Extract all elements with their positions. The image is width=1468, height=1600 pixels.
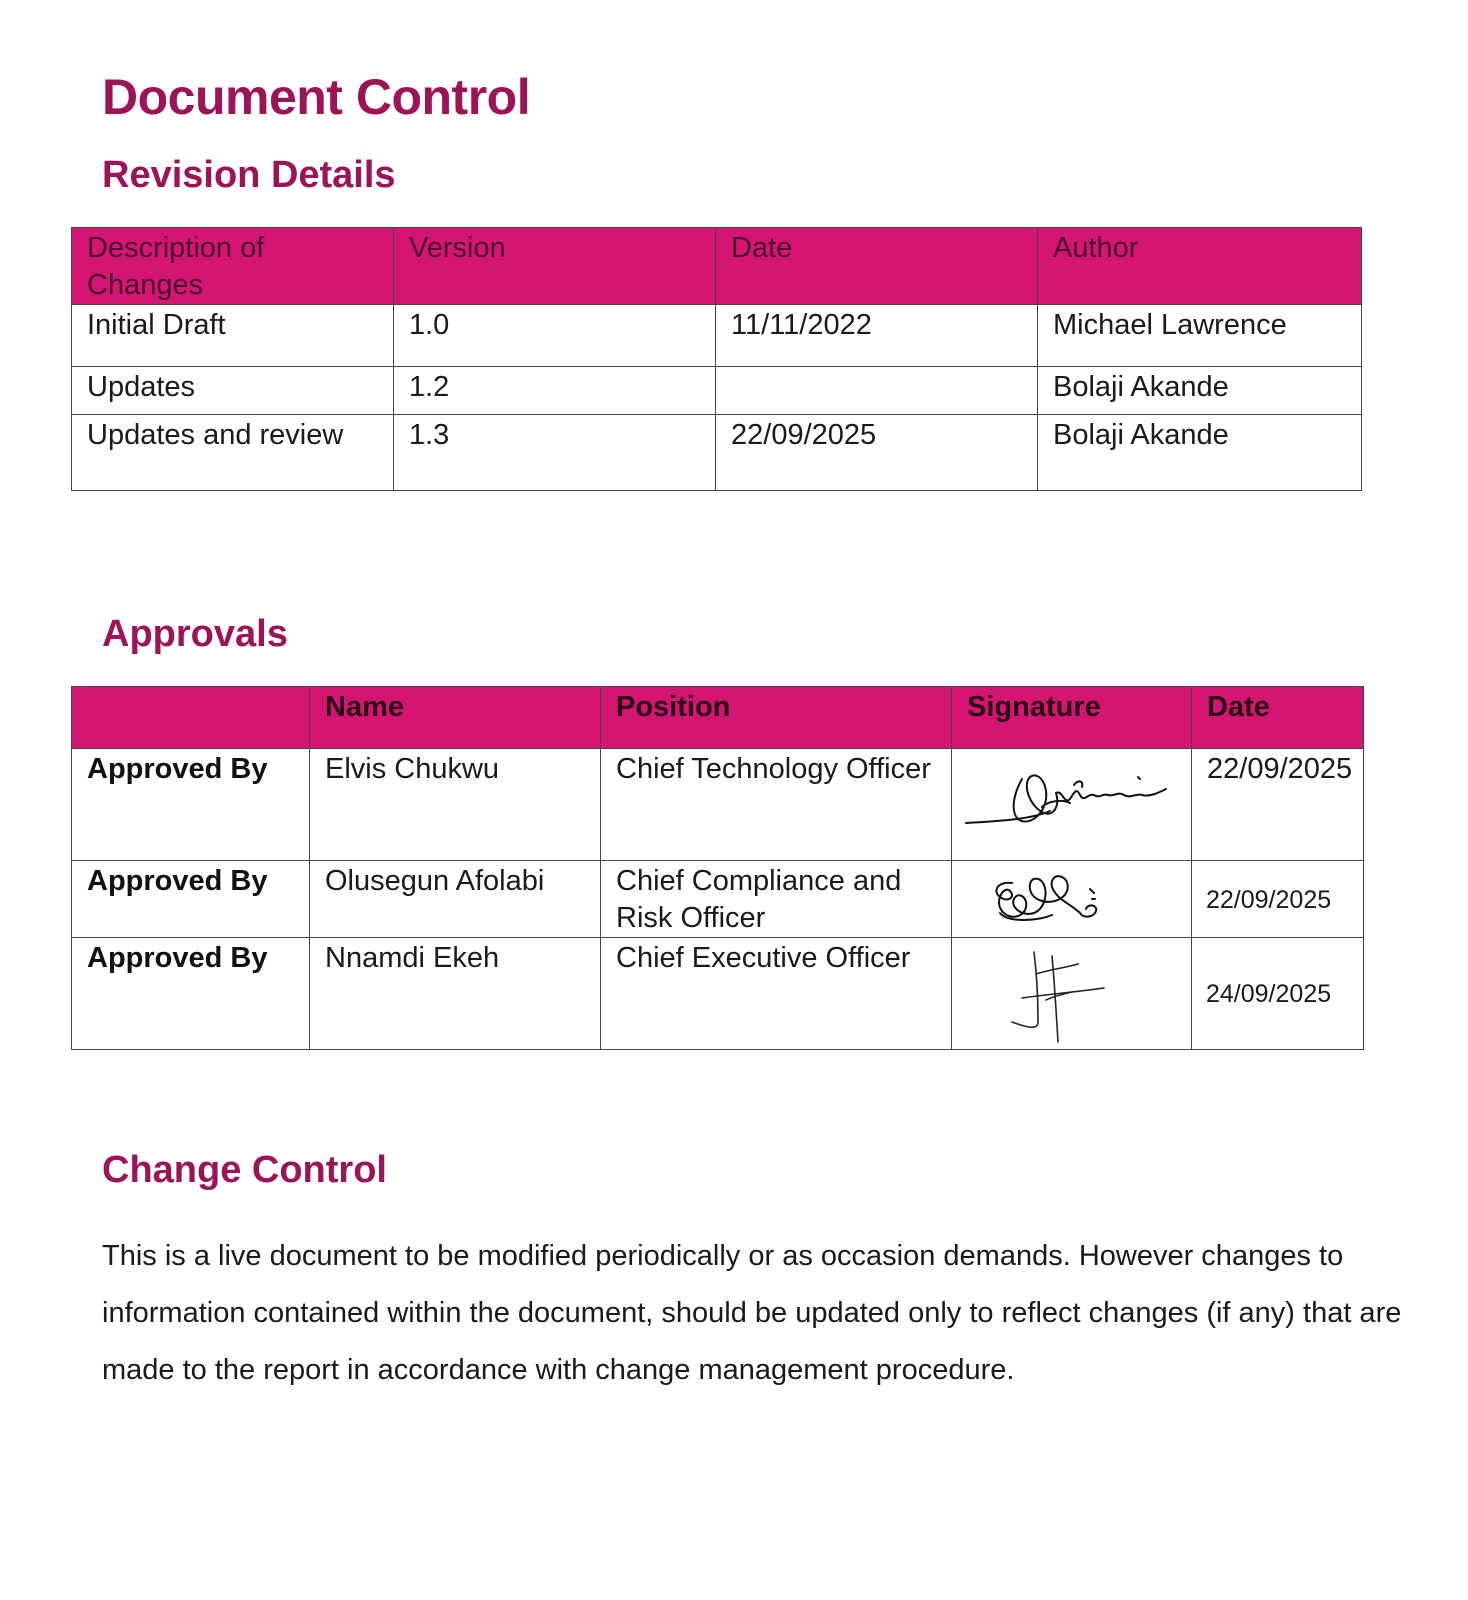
- approvals-heading: Approvals: [102, 613, 288, 655]
- table-row: [72, 367, 1362, 415]
- column-header-date: Date: [1192, 687, 1364, 749]
- signature-cell: [952, 938, 1192, 1050]
- name-cell: Elvis Chukwu: [310, 749, 601, 861]
- change-control-heading: Change Control: [102, 1149, 387, 1191]
- revision-heading: Revision Details: [102, 154, 396, 196]
- name-cell: Nnamdi Ekeh: [310, 938, 601, 1050]
- date-cell: 22/09/2025: [1192, 749, 1364, 861]
- name-cell: Olusegun Afolabi: [310, 861, 601, 938]
- description-cell: Initial Draft: [72, 305, 394, 367]
- table-row: [72, 305, 1362, 367]
- author-cell: Bolaji Akande: [1038, 367, 1362, 415]
- signature-cell: [952, 861, 1192, 938]
- role-cell: Approved By: [72, 861, 310, 938]
- table-row: [72, 749, 1364, 861]
- table-row: [72, 415, 1362, 491]
- signature-elvis-chukwu: [952, 749, 1190, 859]
- table-row: [72, 861, 1364, 938]
- version-cell: 1.0: [394, 305, 716, 367]
- column-header-signature: Signature: [952, 687, 1192, 749]
- page-title: Document Control: [102, 69, 531, 125]
- revision-header-row: [72, 228, 1362, 305]
- column-header-position: Position: [601, 687, 952, 749]
- column-header-date: Date: [716, 228, 1038, 305]
- version-cell: 1.2: [394, 367, 716, 415]
- version-cell: 1.3: [394, 415, 716, 491]
- signature-olusegun-afolabi: [952, 861, 1190, 935]
- change-control-text: This is a live document to be modified periodically or as occasion demands. However changes to information contained within the document, should be updated only to reflect changes (if any) that are made to the report in accordance with change management procedure.: [102, 1240, 1402, 1386]
- position-cell: Chief Executive Officer: [601, 938, 952, 1050]
- author-cell: Bolaji Akande: [1038, 415, 1362, 491]
- column-header-role: [72, 687, 310, 749]
- table-row: [72, 938, 1364, 1050]
- role-cell: Approved By: [72, 749, 310, 861]
- column-header-author: Author: [1038, 228, 1362, 305]
- date-cell: 24/09/2025: [1192, 938, 1364, 1050]
- description-cell: Updates: [72, 367, 394, 415]
- column-header-description: Description of Changes: [72, 228, 394, 305]
- revision-table: [71, 227, 1362, 491]
- description-cell: Updates and review: [72, 415, 394, 491]
- signature-nnamdi-ekeh: [952, 938, 1190, 1048]
- date-cell: [716, 367, 1038, 415]
- signature-cell: [952, 749, 1192, 861]
- author-cell: Michael Lawrence: [1038, 305, 1362, 367]
- approvals-table: [71, 686, 1364, 1050]
- approvals-header-row: [72, 687, 1364, 749]
- date-cell: 22/09/2025: [716, 415, 1038, 491]
- position-cell: Chief Compliance and Risk Officer: [601, 861, 952, 938]
- position-cell: Chief Technology Officer: [601, 749, 952, 861]
- column-header-version: Version: [394, 228, 716, 305]
- date-cell: 11/11/2022: [716, 305, 1038, 367]
- date-cell: 22/09/2025: [1192, 861, 1364, 938]
- column-header-name: Name: [310, 687, 601, 749]
- role-cell: Approved By: [72, 938, 310, 1050]
